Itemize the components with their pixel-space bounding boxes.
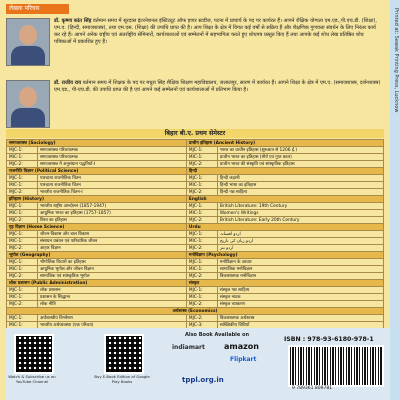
course-title: प्राचीन भारत का इतिहास (मौर्य एवं गुप्त काल)	[217, 154, 383, 161]
course-title: British Literature: 19th Century	[217, 203, 383, 210]
course-title: भारत का प्राचीन इतिहास (शुरुआत से 1206 ई.)	[217, 147, 383, 154]
course-code: MJC-2:	[186, 273, 217, 280]
course-title: आधुनिक भारत का इतिहास (1757-1857)	[38, 210, 187, 217]
subject-header-left: लोक प्रशासन (Public Administration)	[7, 280, 187, 287]
course-title: लोक प्रशासन	[38, 287, 187, 294]
course-code: MJC-2:	[7, 217, 38, 224]
course-code: MIC-1:	[7, 154, 38, 161]
course-title: British Literature: Early 20th Century	[217, 217, 383, 224]
course-code: MIC-1:	[186, 238, 217, 245]
course-row	[7, 315, 384, 322]
course-row	[7, 259, 384, 266]
course-title: विकासात्मक मनोविज्ञान	[217, 273, 383, 280]
course-code: MJC-1:	[186, 259, 217, 266]
author-section-header: लेखक परिचय	[6, 4, 69, 14]
subject-header-left: अर्थशास्त्र (Economics)	[7, 308, 384, 315]
author-bio-text: वर्तमान समय में शिक्षक के पद पर मधुरा सिंह शैक्षिक शिक्षण महाविद्यालय, जलालपुर, सारण में कार्यरत हैं। आपने शिक्षा के क्षेत्र में एम.ए. (समाजशास्त्र, दर्शनशास्त्र) एम.एड., पी-एच.डी. की उपाधि प्राप्त की है एवं आपने कई सम्मेलनों एवं कार्यशालाओं में प्रतिभाग किया है।	[54, 80, 381, 93]
course-code: MJC-2:	[7, 273, 38, 280]
course-row	[7, 238, 384, 245]
course-title: भारतीय राष्ट्रीय आन्दोलन (1857-1947)	[38, 203, 187, 210]
author-photo	[6, 18, 50, 66]
course-title: विश्व का इतिहास	[38, 217, 187, 224]
course-title: संस्कृत नाटक	[217, 294, 383, 301]
course-code: MJC-2:	[186, 217, 217, 224]
semester-title: बिहार बी.ए. प्रथम सेमेस्टर	[6, 129, 384, 138]
course-row	[7, 147, 384, 154]
course-title: पाश्चात्य राजनीतिक चिंतन	[38, 175, 187, 182]
subject-header-row	[7, 308, 384, 315]
course-row	[7, 161, 384, 168]
course-row	[7, 266, 384, 273]
also-available-label: Also Book Available on	[184, 332, 250, 338]
course-code: MJC-2:	[7, 245, 38, 252]
author-photo	[6, 80, 50, 128]
course-title: भौगोलिक विचारों का इतिहास	[38, 259, 187, 266]
course-code: MJC-1:	[186, 203, 217, 210]
subject-header-right: संस्कृत	[186, 280, 383, 287]
course-code: MJC-2:	[186, 315, 217, 322]
course-row	[7, 301, 384, 308]
course-row	[7, 210, 384, 217]
isbn-text: ISBN : 978-93-6180-978-1	[284, 336, 374, 343]
course-title: सामाजिक मनोविज्ञान	[217, 266, 383, 273]
course-code: MJC-1:	[186, 175, 217, 182]
author-bio	[54, 80, 382, 94]
subject-header-left: भूगोल (Geography)	[7, 252, 187, 259]
subject-header-row	[7, 252, 384, 259]
qr-caption-youtube: Watch & Subscribe us on YouTube Channel	[8, 374, 56, 384]
course-title: हिन्दी कहानी	[217, 175, 383, 182]
course-title: हिन्दी गद्य साहित्य	[217, 189, 383, 196]
subject-header-row	[7, 168, 384, 175]
subject-header-left: गृह विज्ञान (Home Science)	[7, 224, 187, 231]
course-code: MIC-1:	[186, 182, 217, 189]
subject-header-row	[7, 196, 384, 203]
course-code: MJC-1:	[7, 203, 38, 210]
course-title: اردو افسانہ	[217, 231, 383, 238]
spine-strip	[390, 0, 400, 400]
course-code: MIC-1:	[7, 322, 38, 329]
course-title: मनोविज्ञान के आधार	[217, 259, 383, 266]
course-title: विकासात्मक अर्थशास्त्र	[217, 315, 383, 322]
course-code: MIC-1:	[7, 210, 38, 217]
author-name: डॉ. कृष्णा कांत सिंह	[54, 18, 92, 24]
subject-header-left: राजनीति विज्ञान (Political Science)	[7, 168, 187, 175]
course-title: اردو زبان کی تاریخ	[217, 238, 383, 245]
course-title: संस्कृत व्याकरण	[217, 301, 383, 308]
course-title: Women's Writings	[217, 210, 383, 217]
course-code: MIC-1:	[186, 266, 217, 273]
course-title: जीवन-विकास और बाल विकास	[38, 231, 187, 238]
course-title: समाजशास्त्र में अनुसंधान पद्धतियाँ-I	[38, 161, 187, 168]
footer-panel	[6, 328, 390, 400]
course-code: MJC-1:	[7, 231, 38, 238]
course-title: आहार विज्ञान	[38, 245, 187, 252]
course-title: समाजशास्त्र परिचयात्मक	[38, 154, 187, 161]
indiamart-logo[interactable]: indiamart	[172, 344, 205, 351]
subject-header-row	[7, 280, 384, 287]
course-title: आधुनिक भूगोल और जीवन विज्ञान	[38, 266, 187, 273]
course-code: MJC-1:	[7, 147, 38, 154]
flipkart-logo[interactable]: Flipkart	[230, 356, 257, 363]
amazon-logo[interactable]: amazon	[224, 342, 259, 351]
course-title: सामाजिक एवं सांस्कृतिक भूगोल	[38, 273, 187, 280]
course-code: MJC-1:	[186, 147, 217, 154]
subject-header-right: Urdu	[186, 224, 383, 231]
course-code: MIC-1:	[7, 266, 38, 273]
ebook-qr-code[interactable]	[104, 334, 144, 374]
subject-header-left: समाजशास्त्र (Sociology)	[7, 140, 187, 147]
subject-header-left: इतिहास (History)	[7, 196, 187, 203]
author-name: डॉ. राजीव राय	[54, 80, 82, 86]
spine-text: Printed at: Sewak Printing Press, Lucknow	[393, 8, 399, 113]
course-title: समाजशास्त्र परिचयात्मक	[38, 147, 187, 154]
course-title: लोक नीति	[38, 301, 187, 308]
course-row	[7, 245, 384, 252]
course-code: MJC-2:	[186, 301, 217, 308]
course-code: MJC-1:	[7, 259, 38, 266]
syllabus-table	[6, 139, 384, 329]
course-code: MJC-1:	[7, 175, 38, 182]
course-title: संसाधन प्रबंधन एवं पारिवारिक जीवन	[38, 238, 187, 245]
course-title: प्राचीन भारत की संस्कृति एवं सांस्कृतिक इतिहास	[217, 161, 383, 168]
course-title: अर्थशास्त्रीय विश्लेषण	[38, 315, 187, 322]
course-title: اردو نثر	[217, 245, 383, 252]
course-row	[7, 231, 384, 238]
course-code: MJC-1:	[7, 287, 38, 294]
course-row	[7, 273, 384, 280]
course-code: MJC-2:	[186, 161, 217, 168]
course-title: हिन्दी भाषा का इतिहास	[217, 182, 383, 189]
author-bio	[54, 18, 382, 46]
course-code: MJC-1:	[186, 287, 217, 294]
course-row	[7, 154, 384, 161]
course-title: भारतीय अर्थव्यवस्था (एक परिचय)	[38, 322, 187, 329]
course-title: भारतीय राजनीतिक चिंतन-I	[38, 189, 187, 196]
course-code: MJC-2:	[186, 245, 217, 252]
course-title: प्रशासन के सिद्धान्त	[38, 294, 187, 301]
course-code: MIC-1:	[7, 238, 38, 245]
course-row	[7, 217, 384, 224]
youtube-qr-code[interactable]	[14, 334, 54, 374]
subject-header-right: English	[186, 196, 383, 203]
subject-header-right: मनोविज्ञान (Psychology)	[186, 252, 383, 259]
course-row	[7, 182, 384, 189]
qr-caption-ebook: Buy E-Book Edition of Google Play Books	[94, 374, 150, 384]
subject-header-right: हिन्दी	[186, 168, 383, 175]
course-title: संस्कृत गद्य साहित्य	[217, 287, 383, 294]
course-code: MJC-3:	[186, 322, 217, 329]
course-code: MJC-2:	[7, 189, 38, 196]
author-bio-text: वर्तमान समय में सूरदास इंटरनेशनल इंस्टिट्यूट ऑफ हायर स्टडीज, पटना में प्राचार्य के पद पर कार्यरत हैं। आपने शैक्षिक योग्यता एम.एड.,पी.एच.डी. (शिक्षा), एम.ए. (हिन्दी, समाजशास्त्र), तथा एम.एस. (शिक्षा) की उपाधि प्राप्त की है। आप शिक्षा के क्षेत्र में विगत कई वर्षों से सक्रिय हैं और शैक्षणिक गुणवत्ता संवर्धन के लिए निरंतर कार्य कर रहे हैं। आपने अनेक राष्ट्रीय एवं अंतर्राष्ट्रीय सेमिनारों, कार्यशालाओं एवं सम्मेलनों में सहभागिता करते हुए शोधपत्र प्रस्तुत किए हैं तथा आपके कई शोध लेख प्रतिष्ठित शोध पत्रिकाओं में प्रकाशित हुए हैं।	[54, 18, 377, 45]
course-title: पाश्चात्य राजनीतिक चिंतन	[38, 182, 187, 189]
course-row	[7, 294, 384, 301]
course-row	[7, 189, 384, 196]
publisher-website[interactable]: tppl.org.in	[182, 376, 224, 384]
course-code: MIC-1:	[186, 210, 217, 217]
course-code: MJC-2:	[7, 301, 38, 308]
course-code: MIC-1:	[186, 154, 217, 161]
course-code: MIC-1:	[186, 294, 217, 301]
course-code: MIC-1:	[7, 294, 38, 301]
barcode	[288, 345, 384, 387]
course-row	[7, 287, 384, 294]
course-row	[7, 175, 384, 182]
course-title: सांख्यिकीय विधियाँ	[217, 322, 383, 329]
subject-header-row	[7, 140, 384, 147]
barcode-number: 9 789361 809781	[292, 386, 333, 391]
course-row	[7, 203, 384, 210]
course-code: MJC-2:	[7, 161, 38, 168]
course-code: MJC-1:	[186, 231, 217, 238]
course-code: MIC-1:	[7, 182, 38, 189]
course-code: MJC-2:	[186, 189, 217, 196]
subject-header-row	[7, 224, 384, 231]
subject-header-right: प्राचीन इतिहास (Ancient History)	[186, 140, 383, 147]
course-code: MJC-1:	[7, 315, 38, 322]
